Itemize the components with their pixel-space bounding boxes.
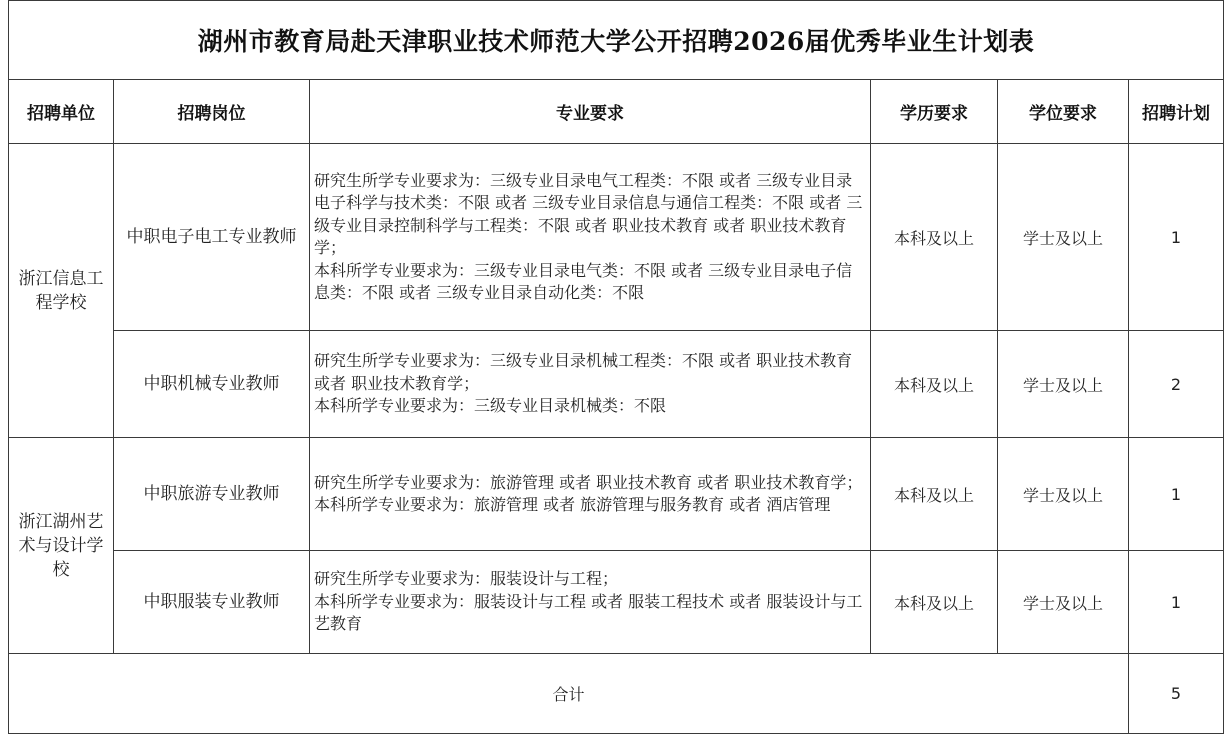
table-row — [9, 144, 1224, 331]
requirement-cell — [310, 551, 871, 654]
table-row — [9, 551, 1224, 654]
education-cell: 本科及以上 — [871, 144, 998, 331]
plan-cell: 2 — [1129, 331, 1224, 438]
total-row — [9, 654, 1224, 734]
post-cell: 中职电子电工专业教师 — [114, 144, 310, 331]
plan-cell: 1 — [1129, 144, 1224, 331]
header-plan: 招聘计划 — [1129, 80, 1224, 144]
requirement-cell — [310, 331, 871, 438]
undergraduate-requirement: 本科所学专业要求为：三级专业目录电气类：不限 或者 三级专业目录电子信息类：不限 或者 三级专业目录自动化类：不限 — [314, 260, 853, 302]
degree-cell: 学士及以上 — [998, 438, 1129, 551]
post-cell: 中职机械专业教师 — [114, 331, 310, 438]
undergraduate-requirement: 本科所学专业要求为：三级专业目录机械类：不限 — [314, 396, 667, 416]
recruitment-plan-table — [8, 0, 1224, 734]
unit-cell: 浙江湖州艺术与设计学校 — [9, 438, 114, 654]
postgraduate-requirement: 研究生所学专业要求为：旅游管理 或者 职业技术教育 或者 职业技术教育学； — [314, 472, 863, 492]
total-value: 5 — [1129, 654, 1224, 734]
undergraduate-requirement: 本科所学专业要求为：服装设计与工程 或者 服装工程技术 或者 服装设计与工艺教育 — [314, 591, 863, 634]
table-row — [9, 331, 1224, 438]
header-post: 招聘岗位 — [114, 80, 310, 144]
education-cell: 本科及以上 — [871, 551, 998, 654]
plan-cell: 1 — [1129, 551, 1224, 654]
header-degree: 学位要求 — [998, 80, 1129, 144]
undergraduate-requirement: 本科所学专业要求为：旅游管理 或者 旅游管理与服务教育 或者 酒店管理 — [314, 495, 831, 514]
education-cell: 本科及以上 — [871, 331, 998, 438]
postgraduate-requirement: 研究生所学专业要求为：服装设计与工程； — [314, 569, 619, 589]
header-education: 学历要求 — [871, 80, 998, 144]
degree-cell: 学士及以上 — [998, 144, 1129, 331]
table-title: 湖州市教育局赴天津职业技术师范大学公开招聘2026届优秀毕业生计划表 — [9, 1, 1224, 80]
header-major-requirement: 专业要求 — [310, 80, 871, 144]
header-unit: 招聘单位 — [9, 80, 114, 144]
post-cell: 中职旅游专业教师 — [114, 438, 310, 551]
unit-cell: 浙江信息工程学校 — [9, 144, 114, 438]
total-label: 合计 — [9, 654, 1129, 734]
requirement-cell — [310, 438, 871, 551]
requirement-cell — [310, 144, 871, 331]
post-cell: 中职服装专业教师 — [114, 551, 310, 654]
plan-cell: 1 — [1129, 438, 1224, 551]
header-row — [9, 80, 1224, 144]
degree-cell: 学士及以上 — [998, 551, 1129, 654]
table-row — [9, 438, 1224, 551]
title-row — [9, 1, 1224, 80]
postgraduate-requirement: 研究生所学专业要求为：三级专业目录电气工程类：不限 或者 三级专业目录电子科学与技术类：不限 或者 三级专业目录信息与通信工程类：不限 或者 三级专业目录控制科学与工程类：不限 或者 职业技术教育 或者 职业技术教育学； — [314, 170, 863, 257]
education-cell: 本科及以上 — [871, 438, 998, 551]
postgraduate-requirement: 研究生所学专业要求为：三级专业目录机械工程类：不限 或者 职业技术教育 或者 职业技术教育学； — [314, 351, 853, 393]
degree-cell: 学士及以上 — [998, 331, 1129, 438]
